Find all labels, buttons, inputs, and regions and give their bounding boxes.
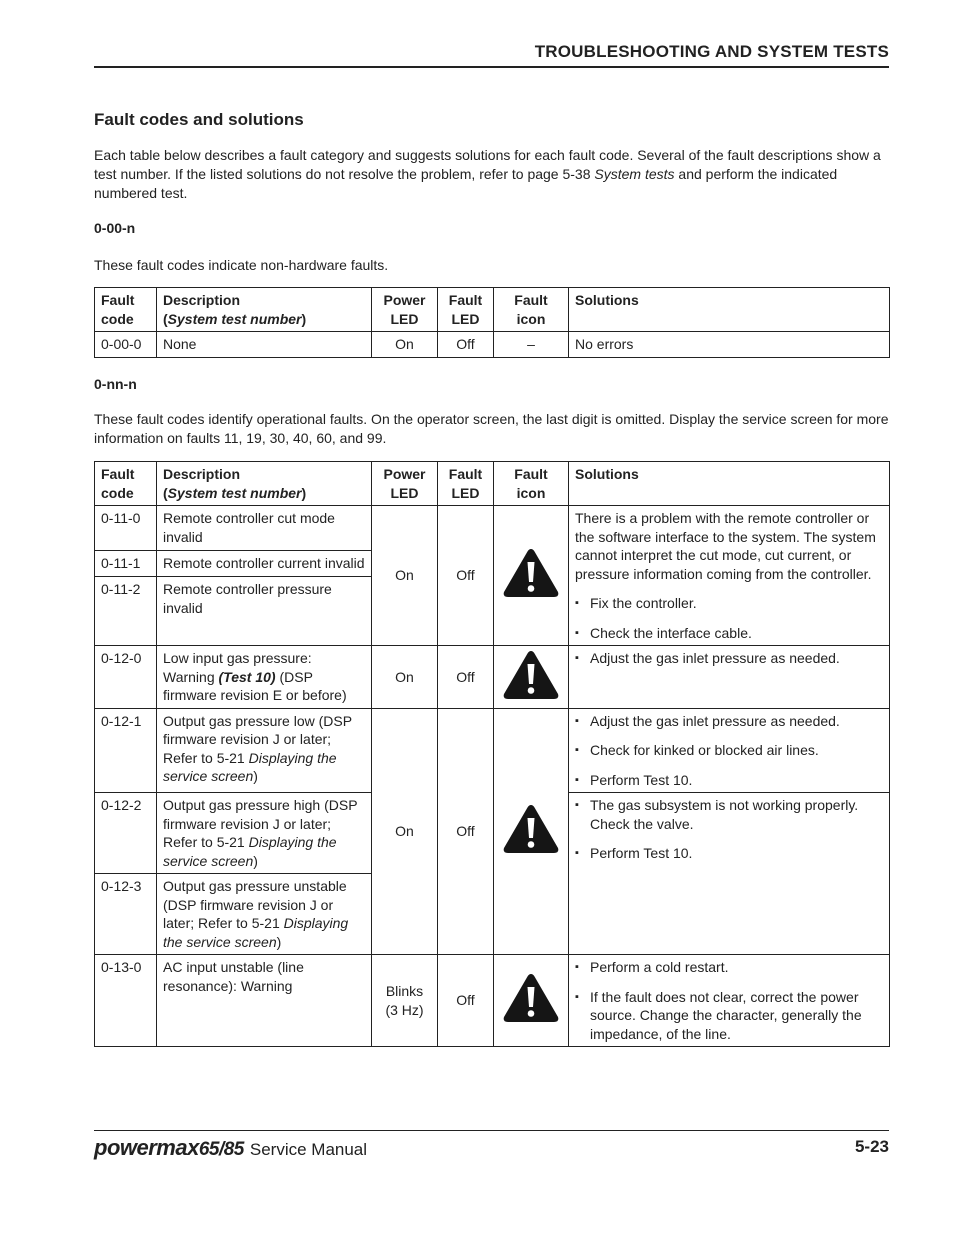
group2-title: 0-nn-n [94, 376, 137, 392]
fault-code: 0-11-2 [95, 577, 157, 646]
warning-icon [502, 803, 560, 855]
solution-item: ▪ Check the interface cable. [575, 624, 883, 643]
col-header-test-number: System test number [167, 484, 302, 501]
power-led: Blinks (3 Hz) [372, 955, 438, 1047]
col-header-code: Fault code [95, 288, 157, 332]
fault-icon-cell [494, 646, 569, 709]
fault-code: 0-11-1 [95, 550, 157, 576]
brand-name: powermax [94, 1135, 199, 1160]
solution-item: ▪ If the fault does not clear, correct the power source. Change the character, generally the impedance, of the line. [575, 988, 883, 1044]
col-header-fault-led: Fault LED [438, 462, 494, 506]
intro-paragraph [94, 146, 889, 203]
table-row [95, 955, 890, 1047]
description-reference: Displaying the service screen [163, 834, 337, 869]
description-text: Output gas pressure unstable (DSP firmware revision J or later; Refer to 5-21 [163, 878, 347, 931]
brand-logo [94, 1135, 367, 1161]
fault-description [157, 793, 372, 874]
page-footer [94, 1130, 889, 1166]
power-led: On [372, 646, 438, 709]
solutions-cell [569, 708, 890, 793]
running-header: TROUBLESHOOTING AND SYSTEM TESTS [94, 42, 889, 68]
warning-icon [502, 649, 560, 701]
col-header-fault-icon: Fault icon [494, 288, 569, 332]
intro-text: Each table below describes a fault category and suggests solutions for each fault code. Several of the fault descriptions show a test number. If the listed solutions do not resolve the problem, refer to page 5-38 [94, 147, 881, 182]
power-led: On [372, 332, 438, 358]
fault-description: Remote controller pressure invalid [157, 577, 372, 646]
fault-code: 0-12-3 [95, 874, 157, 955]
intro-text-end: and perform the indicated numbered test. [94, 166, 838, 201]
description-reference: Displaying the service screen [163, 915, 349, 950]
test-number: (Test 10) [218, 668, 276, 685]
col-header-solutions: Solutions [569, 288, 890, 332]
solution-list [575, 796, 883, 863]
col-header-description-label: Description [163, 292, 241, 308]
solutions-cell [569, 793, 890, 955]
table-row [95, 646, 890, 709]
solution-list [575, 594, 883, 642]
fault-code: 0-12-1 [95, 708, 157, 793]
solution-item: ▪ Fix the controller. [575, 594, 883, 613]
solution-item: ▪ Perform Test 10. [575, 771, 883, 790]
solution-item: ▪ Perform Test 10. [575, 844, 883, 863]
fault-table-0-00-n [94, 287, 890, 358]
solution-list [575, 649, 883, 668]
col-header-fault-led: Fault LED [438, 288, 494, 332]
fault-led: Off [438, 506, 494, 646]
power-led: On [372, 506, 438, 646]
fault-table-0-nn-n [94, 461, 890, 1047]
solution-text: There is a problem with the remote controller or the software interface to the system. The system cannot interpret the cut mode, cut current, or pressure information coming from the controller. [575, 510, 876, 582]
warning-icon [502, 972, 560, 1024]
col-header-fault-icon: Fault icon [494, 462, 569, 506]
fault-description [157, 874, 372, 955]
description-reference: Displaying the service screen [163, 749, 337, 784]
solution-item: ▪ Adjust the gas inlet pressure as needed. [575, 712, 883, 731]
fault-description: Remote controller cut mode invalid [157, 506, 372, 551]
fault-code: 0-13-0 [95, 955, 157, 1047]
group1-text: These fault codes indicate non-hardware faults. [94, 257, 389, 273]
fault-code: 0-11-0 [95, 506, 157, 551]
solution-list [575, 958, 883, 1043]
solution-item: ▪ Perform a cold restart. [575, 958, 883, 977]
page-number: 5-23 [854, 1137, 889, 1156]
description-text: Output gas pressure high (DSP firmware revision J or later; Refer to 5-21 [163, 797, 358, 850]
description-end: ) [253, 768, 258, 784]
description-end: ) [276, 933, 282, 950]
warning-icon [502, 547, 560, 599]
fault-description: None [157, 332, 372, 358]
fault-icon-cell [494, 708, 569, 955]
col-header-solutions: Solutions [569, 462, 890, 506]
fault-description: AC input unstable (line resonance): Warning [157, 955, 372, 1047]
fault-description [157, 646, 372, 709]
group1-title: 0-00-n [94, 220, 136, 236]
fault-icon-cell [494, 506, 569, 646]
description-text-end: (DSP firmware revision E or before) [163, 668, 347, 703]
col-header-description: Description (System test number) [157, 462, 372, 506]
fault-led: Off [438, 646, 494, 709]
fault-code: 0-00-0 [95, 332, 157, 358]
fault-code: 0-12-0 [95, 646, 157, 709]
table-row [95, 708, 890, 793]
col-header-code: Fault code [95, 462, 157, 506]
fault-code: 0-12-2 [95, 793, 157, 874]
table-row [95, 506, 890, 551]
fault-icon-cell [494, 955, 569, 1047]
fault-led: Off [438, 332, 494, 358]
solutions-cell [569, 646, 890, 709]
solution-list [575, 712, 883, 790]
solution-item: ▪ The gas subsystem is not working properly. Check the valve. [575, 796, 883, 833]
table-row [95, 332, 890, 358]
fault-led: Off [438, 708, 494, 955]
power-led: On [372, 708, 438, 955]
fault-icon: – [494, 332, 569, 358]
description-end: ) [253, 852, 258, 869]
solution-item: ▪ Check for kinked or blocked air lines. [575, 741, 883, 760]
table-header-row [95, 462, 890, 506]
solution: No errors [569, 332, 890, 358]
fault-description [157, 708, 372, 793]
manual-title: Service Manual [249, 1140, 368, 1159]
fault-description: Remote controller current invalid [157, 550, 372, 576]
col-header-test-number: System test number [167, 310, 302, 327]
col-header-description: Description (System test number) [157, 288, 372, 332]
col-header-power-led: Power LED [372, 288, 438, 332]
description-text: Low input gas pressure: Warning [163, 650, 312, 685]
section-title: Fault codes and solutions [94, 110, 304, 129]
solutions-cell [569, 955, 890, 1047]
brand-model: 65/85 [198, 1139, 244, 1160]
solution-item: ▪ Adjust the gas inlet pressure as needed. [575, 649, 883, 668]
fault-led: Off [438, 955, 494, 1047]
col-header-description-label: Description [163, 466, 241, 482]
group2-text: These fault codes identify operational faults. On the operator screen, the last digit is omitted. Display the service screen for more information on faults 11, 19, 30, 40, 60, and 99. [94, 411, 889, 446]
description-text: Output gas pressure low (DSP firmware revision J or later; Refer to 5-21 [163, 712, 352, 766]
col-header-power-led: Power LED [372, 462, 438, 506]
table-header-row [95, 288, 890, 332]
intro-reference: System tests [594, 166, 675, 182]
solutions-cell [569, 506, 890, 646]
